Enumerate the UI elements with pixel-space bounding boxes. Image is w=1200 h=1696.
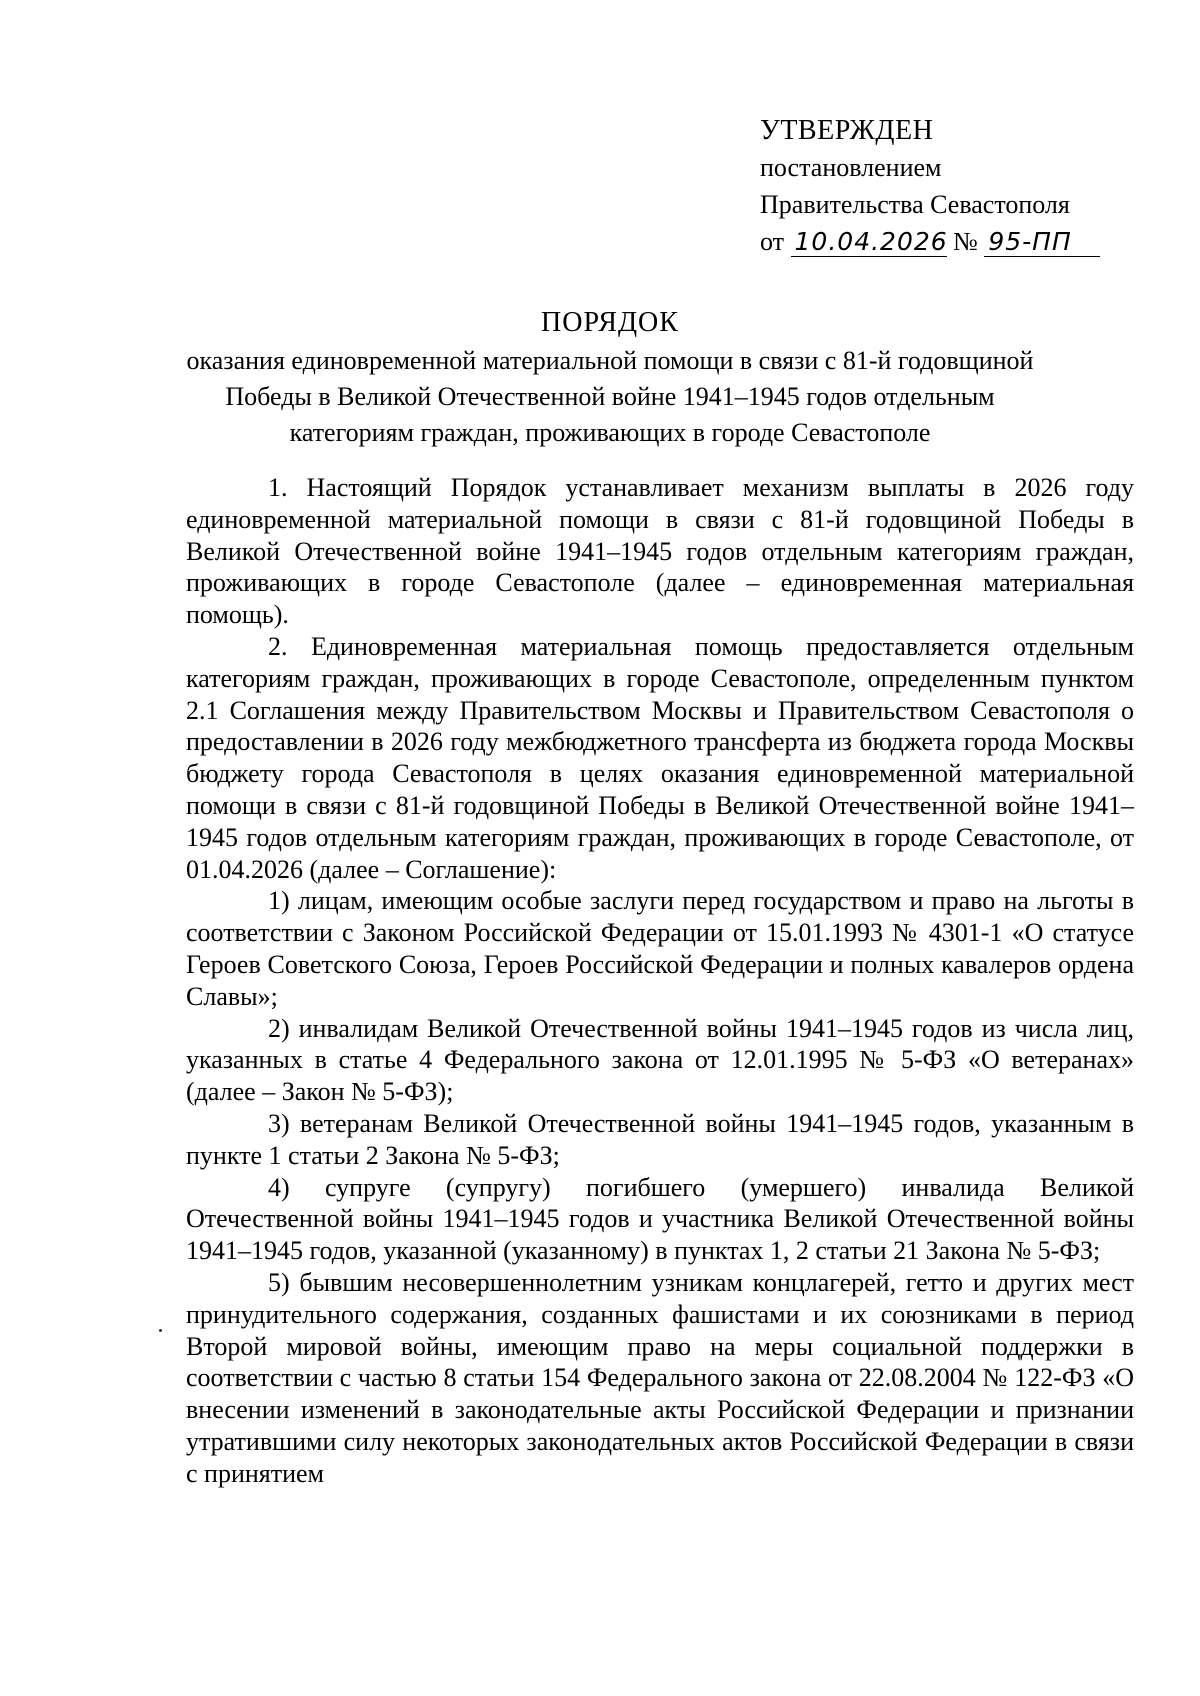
document-subtitle-line-1: оказания единовременной материальной помощи в связи с 81-й годовщиной xyxy=(186,346,1034,375)
subitem-4: 4) супруге (супругу) погибшего (умершего) инвалида Великой Отечественной войны 1941–1945 годов и участника Великой Отечественной войны 1941–1945 годов, указанной (указанному) в пунктах 1, 2 статьи 21 Закона № 5-ФЗ; xyxy=(186,1172,1134,1266)
number-prefix: № xyxy=(953,227,978,256)
approval-date-number-line xyxy=(760,223,1160,260)
approval-title: УТВЕРЖДЕН xyxy=(760,115,934,146)
scan-speck xyxy=(159,1329,162,1332)
handwritten-number: 95-ПП xyxy=(984,228,1100,257)
paragraph-2: 2. Единовременная материальная помощь предоставляется отдельным категориям граждан, проживающих в городе Севастополе, определенным пунктом 2.1 Соглашения между Правительством Москвы и Правительством Севастополя о предоставлении в 2026 году межбюджетного трансферта из бюджета города Москвы бюджету города Севастополя в целях оказания единовременной материальной помощи в связи с 81-й годовщиной Победы в Великой Отечественной войне 1941–1945 годов отдельным категориям граждан, проживающих в городе Севастополе, от 01.04.2026 (далее – Соглашение): xyxy=(186,631,1134,884)
subitem-1: 1) лицам, имеющим особые заслуги перед государством и право на льготы в соответствии с Законом Российской Федерации от 15.01.1993 № 4301-1 «О статусе Героев Советского Союза, Героев Российской Федерации и полных кавалеров ордена Славы»; xyxy=(186,886,1134,1011)
handwritten-date: 10.04.2026 xyxy=(791,228,947,257)
approval-line-1: постановлением xyxy=(760,153,942,182)
subitem-5: 5) бывшим несовершеннолетним узникам концлагерей, гетто и других мест принудительного содержания, созданных фашистами и их союзниками в период Второй мировой войны, имеющим право на меры социальной поддержки в соответствии с частью 8 статьи 154 Федерального закона от 22.08.2004 № 122-ФЗ «О внесении изменений в законодательные акты Российской Федерации и признании утратившими силу некоторых законодательных актов Российской Федерации в связи с принятием xyxy=(186,1267,1134,1488)
document-subtitle-line-2: Победы в Великой Отечественной войне 1941–1945 годов отдельным xyxy=(225,382,995,411)
document-heading xyxy=(180,303,1040,451)
paragraph-1: 1. Настоящий Порядок устанавливает механизм выплаты в 2026 году единовременной материальной помощи в связи с 81-й годовщиной Победы в Великой Отечественной войне 1941–1945 годов отдельным категориям граждан, проживающих в городе Севастополе (далее – единовременная материальная помощь). xyxy=(186,473,1134,630)
approval-stamp xyxy=(760,112,1160,260)
document-body xyxy=(186,472,1134,1490)
document-title: ПОРЯДОК xyxy=(541,307,679,338)
document-subtitle-line-3: категориям граждан, проживающих в городе Севастополе xyxy=(289,418,931,447)
subitem-3: 3) ветеранам Великой Отечественной войны 1941–1945 годов, указанным в пункте 1 статьи 2 Закона № 5-ФЗ; xyxy=(186,1108,1134,1170)
approval-line-2: Правительства Севастополя xyxy=(760,190,1070,219)
date-prefix: от xyxy=(760,227,785,256)
subitem-2: 2) инвалидам Великой Отечественной войны 1941–1945 годов из числа лиц, указанных в статье 4 Федерального закона от 12.01.1995 № 5-ФЗ «О ветеранах» (далее – Закон № 5-ФЗ); xyxy=(186,1013,1134,1107)
